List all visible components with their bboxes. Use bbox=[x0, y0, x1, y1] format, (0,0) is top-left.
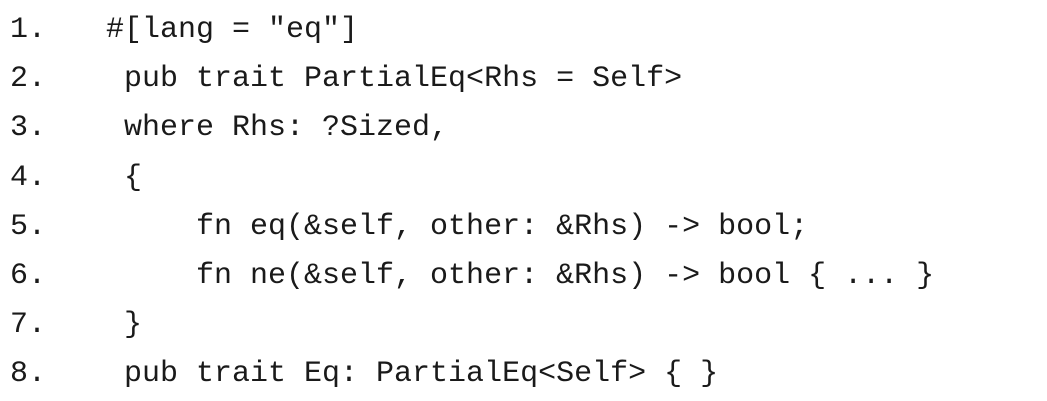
line-code: fn ne(&self, other: &Rhs) -> bool { ... } bbox=[88, 258, 935, 293]
line-number: 3. bbox=[10, 111, 47, 146]
code-line bbox=[10, 55, 934, 104]
code-line bbox=[10, 6, 934, 55]
line-number: 4. bbox=[10, 160, 47, 195]
line-code: where Rhs: ?Sized, bbox=[88, 111, 449, 146]
code-line bbox=[10, 203, 934, 252]
line-number: 5. bbox=[10, 209, 47, 244]
code-line bbox=[10, 350, 934, 399]
code-line bbox=[10, 252, 934, 301]
line-number: 1. bbox=[10, 13, 47, 47]
code-line bbox=[10, 104, 934, 153]
line-number: 6. bbox=[10, 258, 47, 293]
line-code: #[lang = "eq"] bbox=[88, 13, 359, 47]
line-code: { bbox=[88, 160, 143, 195]
line-number: 2. bbox=[10, 62, 47, 97]
code-line bbox=[10, 301, 934, 350]
code-listing bbox=[10, 6, 934, 400]
line-code: pub trait PartialEq<Rhs = Self> bbox=[88, 62, 683, 97]
code-line bbox=[10, 154, 934, 203]
line-code: fn eq(&self, other: &Rhs) -> bool; bbox=[88, 209, 809, 244]
line-code: pub trait Eq: PartialEq<Self> { } bbox=[88, 357, 719, 392]
line-number: 8. bbox=[10, 357, 47, 392]
line-code: } bbox=[88, 308, 143, 343]
line-number: 7. bbox=[10, 308, 47, 343]
